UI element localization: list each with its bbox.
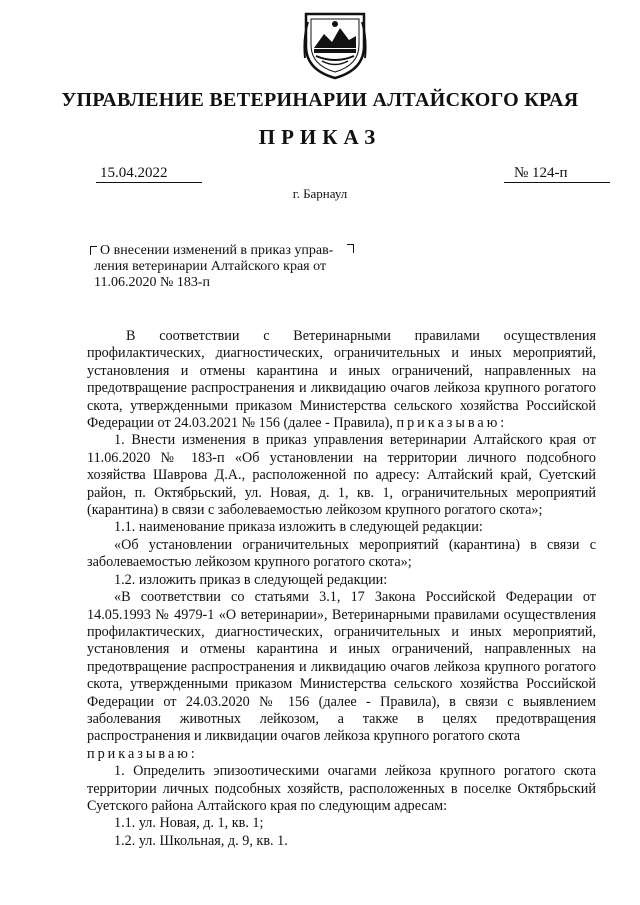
- body-paragraph: 1.1. наименование приказа изложить в следующей редакции:: [114, 519, 483, 536]
- body-paragraph: «Об установлении ограничительных мероприятий (карантина) в связи с заболеваемостью лейкозом крупного рогатого скота»;: [87, 536, 596, 571]
- document-type-title: ПРИКАЗ: [258, 125, 382, 149]
- body-paragraph: [87, 328, 596, 432]
- body-text: В соответствии с Ветеринарными правилами осуществления профилактических, диагностических, ограничительных и иных мероприятий, установления и отмены карантина и иных ограничений, направленных на предотвращение распространения и ликвидацию очагов лейкоза крупного рогатого скота, утвержденными приказом Министерства сельского хозяйства Российской Федерации от 24.03.2021 № 156 (далее - Правила),: [87, 328, 596, 432]
- document-date: 15.04.2022: [96, 165, 202, 183]
- document-city: г. Барнаул: [292, 186, 348, 201]
- document-number: № 124-п: [504, 165, 610, 183]
- body-paragraph: 1. Определить эпизоотическими очагами лейкоза крупного рогатого скота территории личных подсобных хозяйств, расположенных в поселке Октябрьский Суетского района Алтайского края по следующим адресам:: [87, 763, 596, 814]
- document-body: [87, 328, 596, 850]
- body-paragraph: [87, 746, 596, 763]
- orders-word: приказываю:: [87, 745, 198, 762]
- subject-line: ления ветеринарии Алтайского края от: [94, 259, 327, 274]
- subject-line: О внесении изменений в приказ управ-: [100, 243, 334, 258]
- subject-corner-mark: [90, 246, 97, 255]
- body-paragraph: «В соответствии со статьями 3.1, 17 Закона Российской Федерации от 14.05.1993 № 4979-1 «О ветеринарии», Ветеринарными правилами осуществления профилактических, диагностических, ограничительных и иных мероприятий, установления и отмены карантина и иных ограничений, направленных на предотвращение распространения и ликвидацию очагов лейкоза крупного рогатого скота, утвержденными приказом Министерства сельского хозяйства Российской Федерации от 24.03.2020 № 156 (далее - Правила), в связи с выявлением заболевания животных лейкозом, а также в целях предотвращения распространения и ликвидации очагов лейкоза крупного рогатого скота: [87, 589, 596, 745]
- subject-corner-mark: [347, 244, 354, 253]
- orders-word: приказываю:: [396, 415, 508, 432]
- body-paragraph: 1. Внести изменения в приказ управления ветеринарии Алтайского края от 11.06.2020 № 183-п «Об установлении на территории личного подсобного хозяйства Шаврова Д.А., расположенной по адресу: Алтайский край, Суетский район, п. Октябрьский, ул. Новая, д. 1, кв. 1, ограничительных мероприятий (карантина) в связи с заболеваемостью лейкозом крупного рогатого скота»;: [87, 432, 596, 519]
- body-paragraph: 1.2. изложить приказ в следующей редакции:: [114, 571, 388, 588]
- organization-title: УПРАВЛЕНИЕ ВЕТЕРИНАРИИ АЛТАЙСКОГО КРАЯ: [61, 89, 579, 111]
- subject-line: 11.06.2020 № 183-п: [94, 275, 210, 290]
- coat-of-arms-emblem: [302, 8, 368, 80]
- body-paragraph: 1.2. ул. Школьная, д. 9, кв. 1.: [114, 832, 288, 849]
- order-subject: [92, 243, 354, 291]
- body-paragraph: 1.1. ул. Новая, д. 1, кв. 1;: [114, 815, 264, 832]
